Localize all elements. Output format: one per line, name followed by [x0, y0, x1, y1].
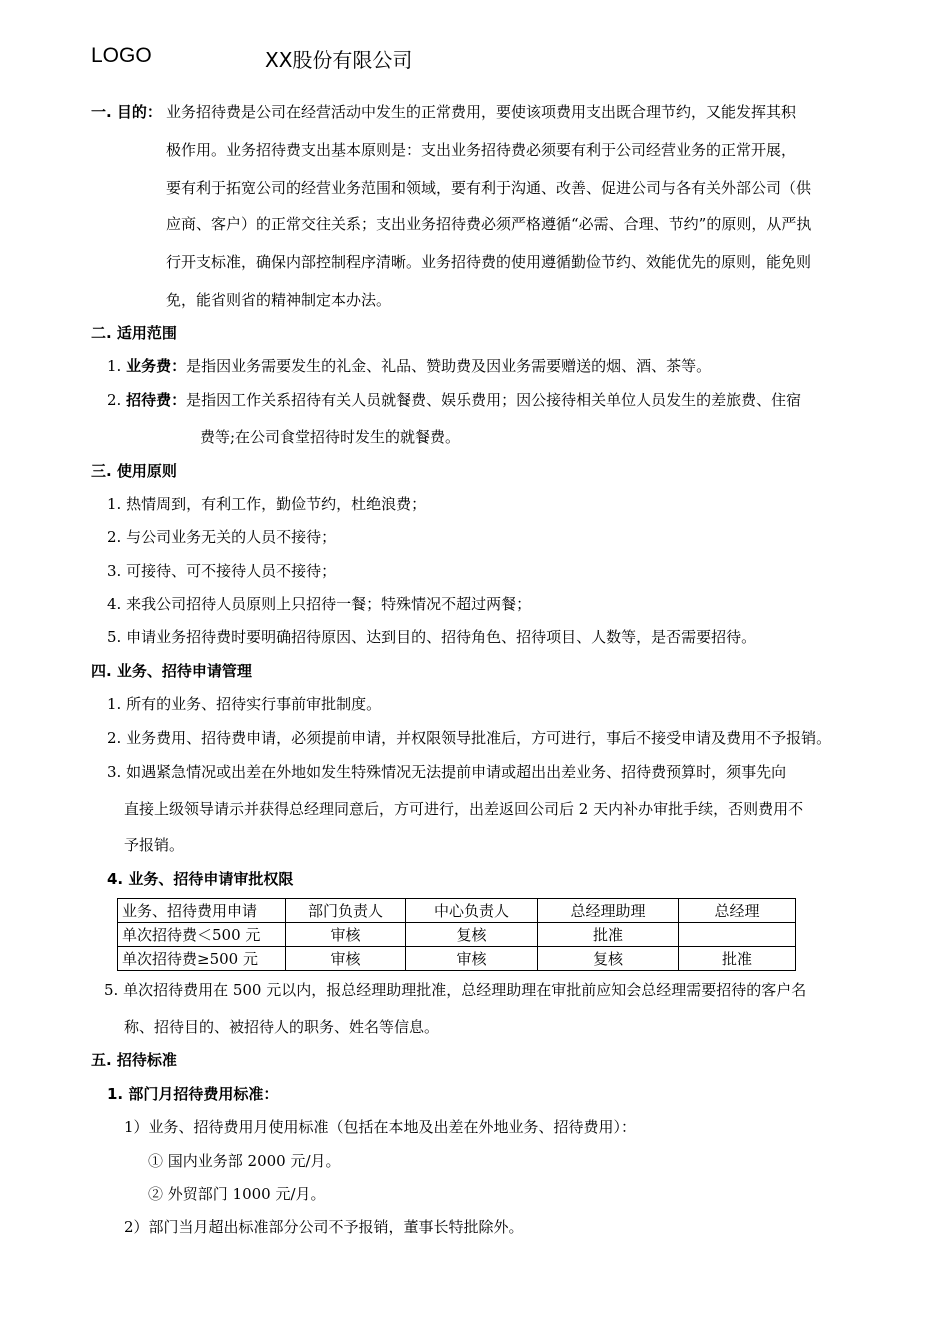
table-cell: 审核: [286, 947, 406, 971]
approval-authority-table: [117, 898, 796, 971]
section-5-point-1b: ② 外贸部门 1000 元/月。: [148, 1185, 326, 1203]
section-1-line-2: 极作用。业务招待费支出基本原则是：支出业务招待费必须要有利于公司经营业务的正常开展，: [166, 141, 797, 159]
section-4-item-2: 2. 业务费用、招待费申请，必须提前申请，并权限领导批准后，方可进行，事后不接受申请及费用不予报销。: [107, 729, 832, 747]
table-cell: 审核: [286, 923, 406, 947]
table-header-cell: 业务、招待费用申请: [118, 899, 286, 923]
item-number: 2.: [107, 391, 122, 409]
table-row: [118, 947, 796, 971]
section-4-title: 四. 业务、招待申请管理: [91, 662, 252, 680]
table-header-cell: 总经理: [679, 899, 796, 923]
table-cell: 批准: [538, 923, 679, 947]
section-4-item-3-cont-2: 予报销。: [124, 836, 185, 854]
table-header-cell: 部门负责人: [286, 899, 406, 923]
section-4-item-4: 4. 业务、招待申请审批权限: [107, 870, 294, 888]
item-label: 业务费：: [126, 357, 187, 375]
item-label: 招待费：: [126, 391, 187, 409]
table-row: [118, 923, 796, 947]
table-cell: 单次招待费＜500 元: [118, 923, 286, 947]
table-header-row: [118, 899, 796, 923]
section-2-item-2-cont: 费等;在公司食堂招待时发生的就餐费。: [200, 428, 461, 446]
section-1-title: 一. 目的：: [91, 103, 162, 121]
section-1-line-1: 业务招待费是公司在经营活动中发生的正常费用，要使该项费用支出既合理节约，又能发挥其积: [166, 103, 797, 121]
section-5-sub-1: 1. 部门月招待费用标准：: [107, 1085, 279, 1103]
section-2-item-1: [107, 356, 711, 376]
table-cell: 复核: [406, 923, 538, 947]
section-3-item-2: 2. 与公司业务无关的人员不接待；: [107, 528, 337, 546]
section-4-item-3: 3. 如遇紧急情况或出差在外地如发生特殊情况无法提前申请或超出出差业务、招待费预算时，须事先向: [107, 763, 787, 781]
section-5-title: 五. 招待标准: [91, 1051, 177, 1069]
table-header-cell: 总经理助理: [538, 899, 679, 923]
item-text: 是指因业务需要发生的礼金、礼品、赞助费及因业务需要赠送的烟、酒、茶等。: [186, 357, 712, 375]
section-4-item-3-cont-1: 直接上级领导请示并获得总经理同意后，方可进行，出差返回公司后 2 天内补办审批手续，否则费用不: [124, 800, 804, 818]
table-cell: 单次招待费≥500 元: [118, 947, 286, 971]
section-1-line-6: 免，能省则省的精神制定本办法。: [166, 291, 392, 309]
section-2-item-2: [107, 390, 801, 410]
table-header-cell: 中心负责人: [406, 899, 538, 923]
table-cell: [679, 923, 796, 947]
section-3-item-1: 1. 热情周到，有利工作，勤俭节约，杜绝浪费；: [107, 495, 427, 513]
section-1-line-5: 行开支标准，确保内部控制程序清晰。业务招待费的使用遵循勤俭节约、效能优先的原则，能免则: [166, 253, 812, 271]
section-4-item-1: 1. 所有的业务、招待实行事前审批制度。: [107, 695, 382, 713]
section-4-item-5: 5. 单次招待费用在 500 元以内，报总经理助理批准，总经理助理在审批前应知会总经理需要招待的客户名: [104, 981, 807, 999]
section-4-item-5-cont: 称、招待目的、被招待人的职务、姓名等信息。: [124, 1018, 440, 1036]
section-1-line-3: 要有利于拓宽公司的经营业务范围和领域，要有利于沟通、改善、促进公司与各有关外部公司（供: [166, 179, 812, 197]
table-cell: 批准: [679, 947, 796, 971]
logo-text: LOGO: [91, 44, 152, 67]
section-3-item-3: 3. 可接待、可不接待人员不接待；: [107, 562, 337, 580]
company-name: XX股份有限公司: [265, 48, 413, 72]
item-text: 是指因工作关系招待有关人员就餐费、娱乐费用；因公接待相关单位人员发生的差旅费、住宿: [186, 391, 802, 409]
table-cell: 审核: [406, 947, 538, 971]
section-1-line-4: 应商、客户）的正常交往关系；支出业务招待费必须严格遵循“必需、合理、节约”的原则，从严执: [166, 215, 812, 233]
section-5-point-2: 2）部门当月超出标准部分公司不予报销，董事长特批除外。: [124, 1218, 524, 1236]
section-3-title: 三. 使用原则: [91, 462, 177, 480]
section-5-point-1a: ① 国内业务部 2000 元/月。: [148, 1152, 341, 1170]
item-number: 1.: [107, 357, 122, 375]
table-cell: 复核: [538, 947, 679, 971]
section-2-title: 二. 适用范围: [91, 324, 177, 342]
section-3-item-5: 5. 申请业务招待费时要明确招待原因、达到目的、招待角色、招待项目、人数等，是否需要招待。: [107, 628, 757, 646]
section-3-item-4: 4. 来我公司招待人员原则上只招待一餐；特殊情况不超过两餐；: [107, 595, 532, 613]
section-5-point-1: 1）业务、招待费用月使用标准（包括在本地及出差在外地业务、招待费用）：: [124, 1118, 637, 1136]
